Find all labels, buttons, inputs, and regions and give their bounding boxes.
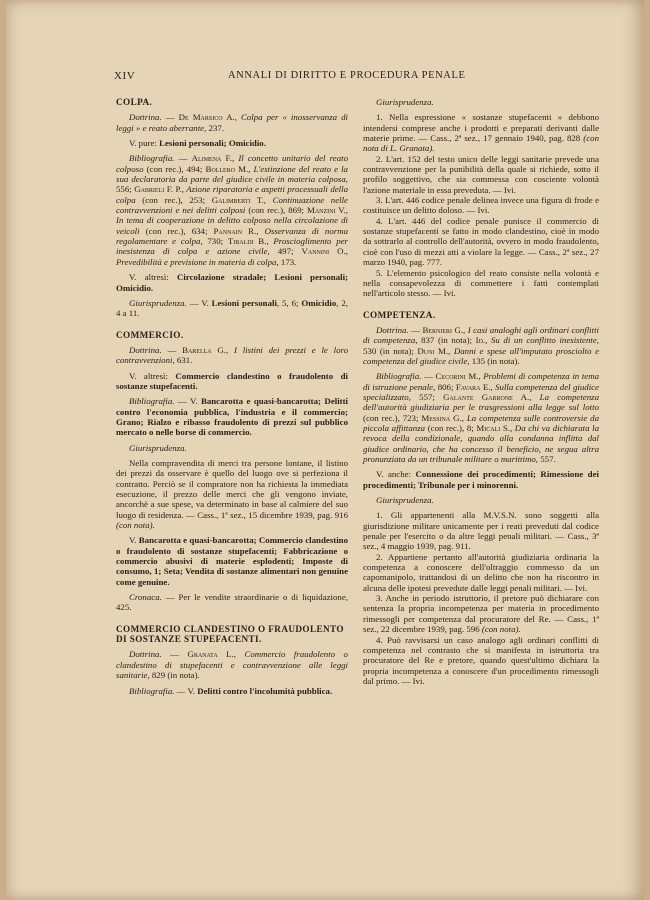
commercio-vedi-altresi: V. altresì: Commercio clandestino o fraudolento di sostanze stupefacenti. bbox=[116, 370, 348, 391]
commercio-dottrina: Dottrina. — Barella G., I listini dei prezzi e le loro contravvenzioni, 631. bbox=[116, 344, 349, 366]
commercio-bibliografia: Bibliografia. — V. Bancarotta e quasi-bancarotta; Delitti contro l'economia pubblica, l'industria e il commercio; Grano; Rialzo e ribasso fraudolento di prezzi sul pubblico mercato o nelle borse di commercio. bbox=[116, 396, 349, 438]
competenza-item-3: 3. Anche in periodo istruttorio, il pretore può dichiarare con sentenza la propria incompetenza per materia in procedimento rimessogli per competenza dal procuratore del Re. — Cass., 1ª sez., 22 dicembre 1939, pag. 596 (con nota). bbox=[363, 593, 599, 635]
right-column bbox=[363, 97, 599, 686]
stupefacenti-item-5: 5. L'elemento psicologico del reato consiste nella volontà e nella consapevolezza di commettere i fatti contemplati nell'articolo stesso. — Ivi. bbox=[363, 267, 599, 299]
competenza-giurisprudenza-label: Giurisprudenza. bbox=[376, 495, 434, 506]
colpa-giurisprudenza: Giurisprudenza. — V. Lesioni personali, 5, 6; Omicidio, 2, 4 a 11. bbox=[116, 297, 348, 319]
competenza-dottrina: Dottrina. — Bernieri G., I casi analoghi agli ordinari conflitti di competenza, 837 (in nota); Id., Su di un conflitto inesistente, 530 (in nota); Duni M., Danni e spese all'imputato prosciolto e competenza del giudice civile, 135 (in nota). bbox=[363, 324, 600, 366]
left-column bbox=[116, 97, 348, 696]
entry-heading-colpa: COLPA. bbox=[116, 97, 153, 107]
competenza-item-1: 1. Gli appartenenti alla M.V.S.N. sono soggetti alla giurisdizione militare unicamente per i reati preveduti dal codice penale per l'esercito o da altre leggi penali militari. — Cass., 3ª sez., 4 maggio 1939, pag. 911. bbox=[363, 510, 599, 552]
competenza-vedi-anche: V. anche: Connessione dei procedimenti; Rimessione dei procedimenti; Tribunale per i minorenni. bbox=[363, 469, 599, 490]
competenza-item-4: 4. Può ravvisarsi un caso analogo agli ordinari conflitti di competenza nel contrasto che si manifesta in istruttoria tra procuratore del Re e pretore, quando quest'ultimo dichiara la propria incompetenza a conoscere d'un procedimento rimessogli dal primo. — Ivi. bbox=[363, 634, 599, 686]
running-header bbox=[0, 70, 650, 84]
colpa-vedi-pure: V. pure: Lesioni personali; Omicidio. bbox=[129, 138, 266, 149]
commercio-vedi: V. Bancarotta e quasi-bancarotta; Commercio clandestino o fraudolento di sostanze stupefacenti; Fabbricazione o commercio abusivi di materie esplodenti; Imposte di consumo, 1; Seta; Vendita di sostanze alimentari non genuine come genuine. bbox=[116, 535, 349, 587]
commercio-cronaca: Cronaca. — Per le vendite straordinarie o di liquidazione, 425. bbox=[116, 592, 348, 613]
colpa-bibliografia: Bibliografia. — Alimena F., Il concetto unitario del reato colposo (con rec.), 494; Bollero M., L'estinzione del reato e la sua declaratoria da parte del giudice civile in materia colposa, 556; Gabrieli F. P., Azione riparatoria e aspetti processuali della colpa (con rec.), 253; Galimberti T., Continuazione nelle contravvenzioni e nei delitti colposi (con rec.), 869; Manzini V., In tema di cooperazione in delitto colposo nella circolazione di veicoli (con rec.), 634; Pannain R., Osservanza di norma regolamentare e colpa, 730; Tibaldi B., Proscioglimento per inesistenza di colpa e azione civile, 497; Vannini O., Prevedibilità e previsione in materia di colpa, 173. bbox=[116, 153, 349, 267]
stupefacenti-item-2: 2. L'art. 152 del testo unico delle leggi sanitarie prevede una contravvenzione per la punibilità della quale si richiede, sotto il profilo soggettivo, che sia commessa con cosciente volontà l'azione materiale in essa preveduta. — Ivi. bbox=[363, 153, 599, 195]
commercio-clandestino-bibliografia: Bibliografia. — V. Delitti contro l'incolumità pubblica. bbox=[129, 685, 333, 696]
entry-heading-commercio-clandestino: COMMERCIO CLANDESTINO O FRAUDOLENTO DI SOSTANZE STUPEFACENTI. bbox=[116, 623, 344, 645]
competenza-bibliografia: Bibliografia. — Cecorini M., Problemi di competenza in tema di istruzione penale, 806; Favara E., Sulla competenza del giudice specializzato, 557; Galante Garrone A., La competenza dell'autorità giudiziaria per le trasgressioni alla legge sul lotto (con rec.), 723; Messina G., La competenza sulle controversie da piccola affittanza (con rec.), 8; Micali S., Da chi va dichiarata la revoca della condizionale, quando alla condanna inflitta dal giudice ordinario, che ha concesso il beneficio, ne segua altra pronunziata da un tribunale militare o marittimo, 557. bbox=[363, 371, 600, 464]
competenza-item-2: 2. Appartiene pertanto all'autorità giudiziaria ordinaria la competenza a conoscere dell'oltraggio commesso da un capomanipolo, trattandosi di un delitto che non ha riscontro in alcuna delle ipotesi prevedute dalle leggi penali militari. — Ivi. bbox=[363, 551, 599, 593]
commercio-giurisprudenza-label: Giurisprudenza. bbox=[129, 442, 187, 453]
stupefacenti-item-3: 3. L'art. 446 codice penale delinea invece una figura di frode e costituisce un delitto doloso. — Ivi. bbox=[363, 195, 599, 216]
entry-heading-competenza: COMPETENZA. bbox=[363, 309, 436, 320]
colpa-dottrina: Dottrina. — De Marsico A., Colpa per « inosservanza di leggi » e reato aberrante, 237. bbox=[116, 112, 349, 133]
colpa-vedi-altresi: V. altresì: Circolazione stradale; Lesioni personali; Omicidio. bbox=[116, 272, 348, 293]
commercio-giurisprudenza-text: Nella compravendita di merci tra persone lontane, il listino dei prezzi da osservare è quello del luogo ove si perfeziona il contratto. Perciò se il compratore non ha richiesta la immediata esecuzione, il prezzo delle merci che gli vengono inviate, ancorchè a sue spese, va determinato in base al calmiere del suo luogo di residenza. — Cass., 1ª sez., 15 dicembre 1939, pag. 916 (con nota). bbox=[116, 457, 348, 531]
stupefacenti-item-4: 4. L'art. 446 del codice penale punisce il commercio di sostanze stupefacenti se fatto in modo clandestino, cioè in modo da sottrarlo al controllo dell'autorità, ovvero in modo fraudolento, cioè con l'uso di mezzi atti a violare la legge. — Cass., 2ª sez., 27 marzo 1940, pag. 777. bbox=[363, 215, 599, 268]
commercio-clandestino-dottrina: Dottrina. — Granata L., Commercio fraudolento o clandestino di stupefacenti e contravvenzione alle leggi sanitarie, 829 (in nota). bbox=[116, 649, 348, 681]
entry-heading-commercio: COMMERCIO. bbox=[116, 329, 184, 340]
page-number: XIV bbox=[114, 70, 136, 82]
running-title: ANNALI DI DIRITTO E PROCEDURA PENALE bbox=[228, 70, 466, 81]
stupefacenti-item-1: 1. Nella espressione « sostanze stupefacenti » debbono intendersi comprese anche i prodotti e preparati derivanti dalle materie prime. — Cass., 2ª sez., 17 gennaio 1940, pag. 828 (con nota di L. Granata). bbox=[363, 112, 599, 154]
stupefacenti-giurisprudenza-label: Giurisprudenza. bbox=[376, 97, 434, 107]
